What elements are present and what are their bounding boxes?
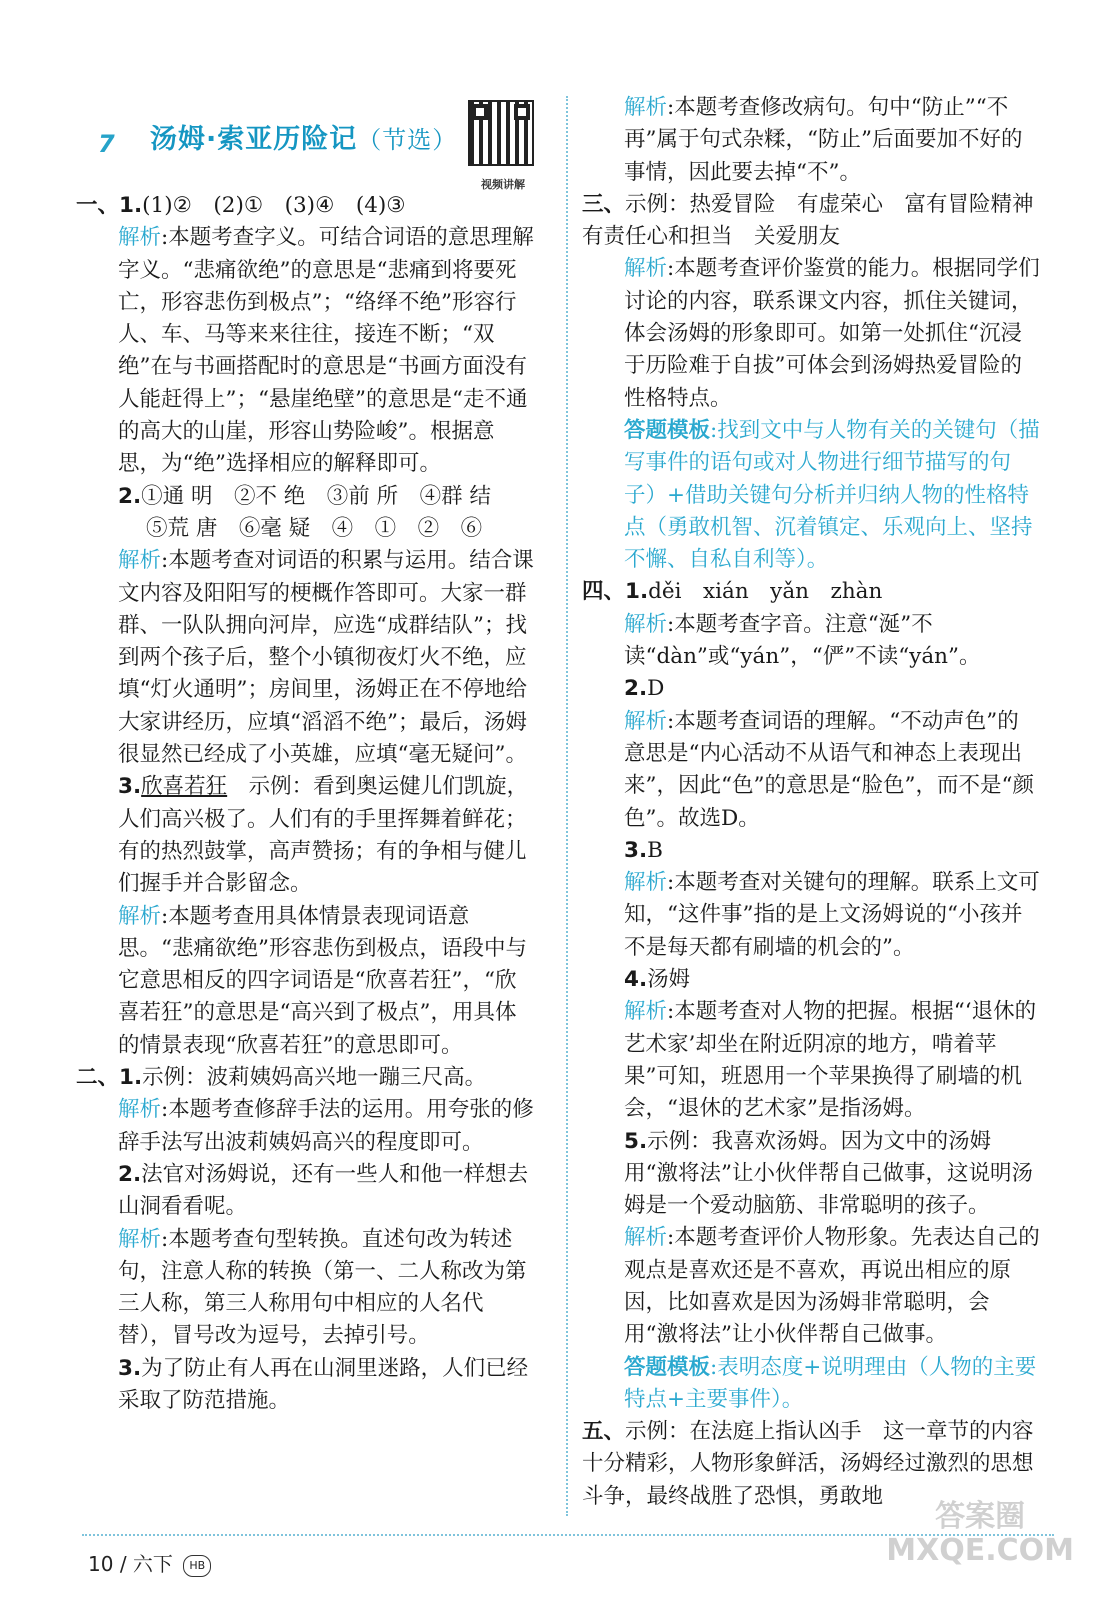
paragraph-text: děi xián yǎn zhàn bbox=[648, 579, 883, 605]
question-number: 1. bbox=[119, 193, 143, 218]
analysis-label: 解析 bbox=[118, 548, 162, 574]
template-label: 答题模板 bbox=[624, 1354, 711, 1380]
lesson-number: 7 bbox=[98, 130, 115, 158]
paragraph-text: 法官对汤姆说，还有一些人和他一样想去山洞看看呢。 bbox=[118, 1161, 529, 1220]
analysis-label: 解析 bbox=[624, 870, 668, 896]
analysis-label: 解析 bbox=[118, 225, 162, 251]
paragraph-text: :本题考查用具体情景表现词语意思。“悲痛欲绝”形容悲伤到极点，语段中与它意思相反的四字词语是“欣喜若狂”，“欣喜若狂”的意思是“高兴到了极点”，用具体的情景表现“欣喜若狂”的意思即可。 bbox=[118, 903, 527, 1058]
paragraph-text: :本题考查字音。注意“涎”不读“dàn”或“yán”，“俨”不读“yán”。 bbox=[624, 611, 981, 670]
right-column bbox=[582, 92, 1056, 1513]
page-number: 10 bbox=[88, 1552, 114, 1576]
right-answers bbox=[582, 92, 1056, 1513]
answer-paragraph bbox=[582, 576, 1040, 608]
paragraph-text: 示例：波莉姨妈高兴地一蹦三尺高。 bbox=[142, 1065, 487, 1091]
question-number: 1. bbox=[625, 579, 649, 605]
paragraph-text: 示例：在法庭上指认凶手 这一章节的内容十分精彩，人物形象鲜活，汤姆经过激烈的思想斗争，最终战胜了恐惧，勇敢地 bbox=[582, 1419, 1034, 1509]
analysis-label: 解析 bbox=[118, 1226, 162, 1252]
paragraph-text: 示例：我喜欢汤姆。因为文中的汤姆用“激将法”让小伙伴帮自己做事，这说明汤姆是一个爱动脑筋、非常聪明的孩子。 bbox=[624, 1128, 1033, 1219]
answer-paragraph bbox=[82, 1353, 534, 1418]
question-number: 3. bbox=[118, 774, 142, 800]
analysis-label: 解析 bbox=[118, 903, 162, 929]
analysis-label: 解析 bbox=[624, 999, 668, 1025]
analysis-label: 解析 bbox=[624, 611, 668, 637]
analysis-paragraph bbox=[82, 545, 534, 771]
watermark-line1: 答案圈 bbox=[935, 1499, 1026, 1534]
analysis-label: 解析 bbox=[624, 256, 668, 282]
paragraph-text: :本题考查修改病句。句中“防止”“不再”属于句式杂糅，“防止”后面要加不好的事情，因此要去掉“不”。 bbox=[624, 95, 1023, 185]
analysis-paragraph bbox=[588, 867, 1040, 964]
edition-badge: HB bbox=[183, 1555, 211, 1577]
template-text: :找到文中与人物有关的关键句（描写事件的语句或对人物进行细节描写的句子）+借助关键句分析并归纳人物的性格特点（勇敢机智、沉着镇定、乐观向上、坚持不懈、自私自利等）。 bbox=[624, 417, 1040, 573]
left-answers bbox=[76, 190, 534, 1417]
analysis-paragraph bbox=[588, 996, 1040, 1125]
answer-paragraph bbox=[82, 771, 534, 900]
analysis-label: 解析 bbox=[624, 95, 668, 120]
question-number: 3. bbox=[118, 1355, 142, 1381]
answer-paragraph bbox=[588, 835, 1040, 867]
paragraph-text: D bbox=[647, 676, 665, 702]
analysis-paragraph bbox=[82, 222, 534, 480]
template-paragraph bbox=[588, 1352, 1040, 1417]
analysis-paragraph bbox=[588, 609, 1040, 674]
paragraph-text: :本题考查修辞手法的运用。用夸张的修辞手法写出波莉姨妈高兴的程度即可。 bbox=[118, 1097, 534, 1155]
answer-paragraph bbox=[82, 1159, 534, 1224]
analysis-label: 解析 bbox=[118, 1097, 162, 1123]
underlined-answer: 欣喜若狂 bbox=[141, 774, 228, 800]
question-number: 2. bbox=[624, 676, 648, 702]
footer-separator: / bbox=[119, 1552, 127, 1576]
lesson-title-text bbox=[150, 124, 457, 156]
answer-paragraph bbox=[582, 189, 1056, 254]
question-number: 5. bbox=[624, 1128, 648, 1154]
column-divider bbox=[566, 96, 568, 1516]
paragraph-text: :本题考查对词语的积累与运用。结合课文内容及阳阳写的梗概作答即可。大家一群群、一队队拥向河岸，应选“成群结队”；找到两个孩子后，整个小镇彻夜灯火不绝，应填“灯火通明”；房间里，汤姆正在不停地给大家讲经历，应填“滔滔不绝”；最后，汤姆很显然已经成了小英雄，应填“毫无疑问”。 bbox=[118, 548, 534, 768]
paragraph-text: (1)② (2)① (3)④ (4)③ bbox=[142, 193, 406, 218]
title-main: 汤姆·索亚历险记 bbox=[150, 124, 358, 155]
section-marker: 四、 bbox=[582, 579, 626, 605]
qr-code-icon[interactable] bbox=[468, 100, 534, 166]
section-marker: 三、 bbox=[582, 191, 626, 217]
answer-paragraph bbox=[588, 1126, 1040, 1223]
lesson-title bbox=[82, 92, 534, 190]
paragraph-text: 为了防止有人再在山洞里迷路，人们已经采取了防范措施。 bbox=[118, 1355, 529, 1413]
title-sub: （节选） bbox=[357, 126, 458, 154]
template-paragraph bbox=[588, 415, 1040, 576]
grade-label: 六下 bbox=[132, 1552, 173, 1576]
template-label: 答题模板 bbox=[624, 417, 711, 443]
paragraph-text: 示例：热爱冒险 有虚荣心 富有冒险精神 有责任心和担当 关爱朋友 bbox=[582, 191, 1056, 250]
paragraph-text: :本题考查对人物的把握。根据“‘退休的艺术家’却坐在附近阴凉的地方，啃着苹果”可知，班恩用一个苹果换得了刷墙的机会，“退休的艺术家”是指汤姆。 bbox=[624, 999, 1037, 1122]
paragraph-text: ①通 明 ②不 绝 ③前 所 ④群 结 bbox=[141, 483, 491, 509]
analysis-paragraph bbox=[82, 1224, 534, 1353]
qr-label: 视频讲解 bbox=[481, 178, 525, 191]
paragraph-text: :本题考查词语的理解。“不动声色”的意思是“内心活动不从语气和神态上表现出来”，因此“色”的意思是“脸色”，而不是“颜色”。故选D。 bbox=[624, 708, 1034, 831]
question-number: 2. bbox=[118, 483, 142, 509]
section-marker: 五、 bbox=[582, 1419, 626, 1445]
paragraph-text: :本题考查字义。可结合词语的意思理解字义。“悲痛欲绝”的意思是“悲痛到将要死亡，形容悲伤到极点”；“络绎不绝”形容行人、车、马等来来往往，接连不断；“双绝”在与书画搭配时的意思是“书画方面没有人能赶得上”；“悬崖绝壁”的意思是“走不通的高大的山崖，形容山势险峻”。根据意思，为“绝”选择相应的解释即可。 bbox=[118, 225, 534, 477]
paragraph-text: :本题考查评价鉴赏的能力。根据同学们讨论的内容，联系课文内容，抓住关键词，体会汤姆的形象即可。如第一处抓住“沉浸于历险难于自拔”可体会到汤姆热爱冒险的性格特点。 bbox=[624, 256, 1040, 411]
analysis-paragraph bbox=[588, 92, 1040, 189]
analysis-label: 解析 bbox=[624, 708, 668, 734]
paragraph-text: ⑤荒 唐 ⑥毫 疑 ④ ① ② ⑥ bbox=[146, 515, 483, 541]
page-footer bbox=[88, 1548, 211, 1577]
template-text: :表明态度+说明理由（人物的主要特点+主要事件）。 bbox=[624, 1354, 1037, 1412]
analysis-paragraph bbox=[588, 1222, 1040, 1351]
answer-paragraph bbox=[76, 190, 534, 222]
analysis-paragraph bbox=[82, 1094, 534, 1159]
analysis-paragraph bbox=[588, 706, 1040, 835]
question-number: 1. bbox=[119, 1065, 143, 1091]
paragraph-text: 汤姆 bbox=[647, 967, 691, 993]
paragraph-text: 示例：看到奥运健儿们凯旋，人们高兴极了。人们有的手里挥舞着鲜花；有的热烈鼓掌，高声赞扬；有的争相与健儿们握手并合影留念。 bbox=[118, 774, 529, 897]
paragraph-text: :本题考查评价人物形象。先表达自己的观点是喜欢还是不喜欢，再说出相应的原因，比如喜欢是因为汤姆非常聪明，会用“激将法”让小伙伴帮自己做事。 bbox=[624, 1225, 1040, 1348]
paragraph-text: :本题考查句型转换。直述句改为转述句，注意人称的转换（第一、二人称改为第三人称，第三人称用句中相应的人名代替），冒号改为逗号，去掉引号。 bbox=[118, 1226, 527, 1349]
question-number: 3. bbox=[624, 837, 648, 863]
answer-paragraph bbox=[588, 673, 1040, 705]
left-column bbox=[76, 92, 534, 1417]
answer-paragraph bbox=[82, 513, 534, 545]
analysis-label: 解析 bbox=[624, 1225, 668, 1251]
analysis-paragraph bbox=[588, 253, 1040, 414]
answer-paragraph bbox=[76, 1062, 534, 1094]
question-number: 2. bbox=[118, 1161, 142, 1187]
question-number: 4. bbox=[624, 967, 648, 993]
answer-paragraph bbox=[82, 481, 534, 513]
paragraph-text: :本题考查对关键句的理解。联系上文可知，“这件事”指的是上文汤姆说的“小孩并不是每天都有刷墙的机会的”。 bbox=[624, 870, 1040, 960]
analysis-paragraph bbox=[82, 901, 534, 1062]
section-marker: 二、 bbox=[76, 1065, 120, 1091]
watermark-line2: MXQE.COM bbox=[886, 1533, 1074, 1568]
answer-paragraph bbox=[588, 964, 1040, 996]
watermark-logo bbox=[886, 1500, 1074, 1568]
section-marker: 一、 bbox=[76, 193, 120, 218]
paragraph-text: B bbox=[647, 837, 663, 863]
